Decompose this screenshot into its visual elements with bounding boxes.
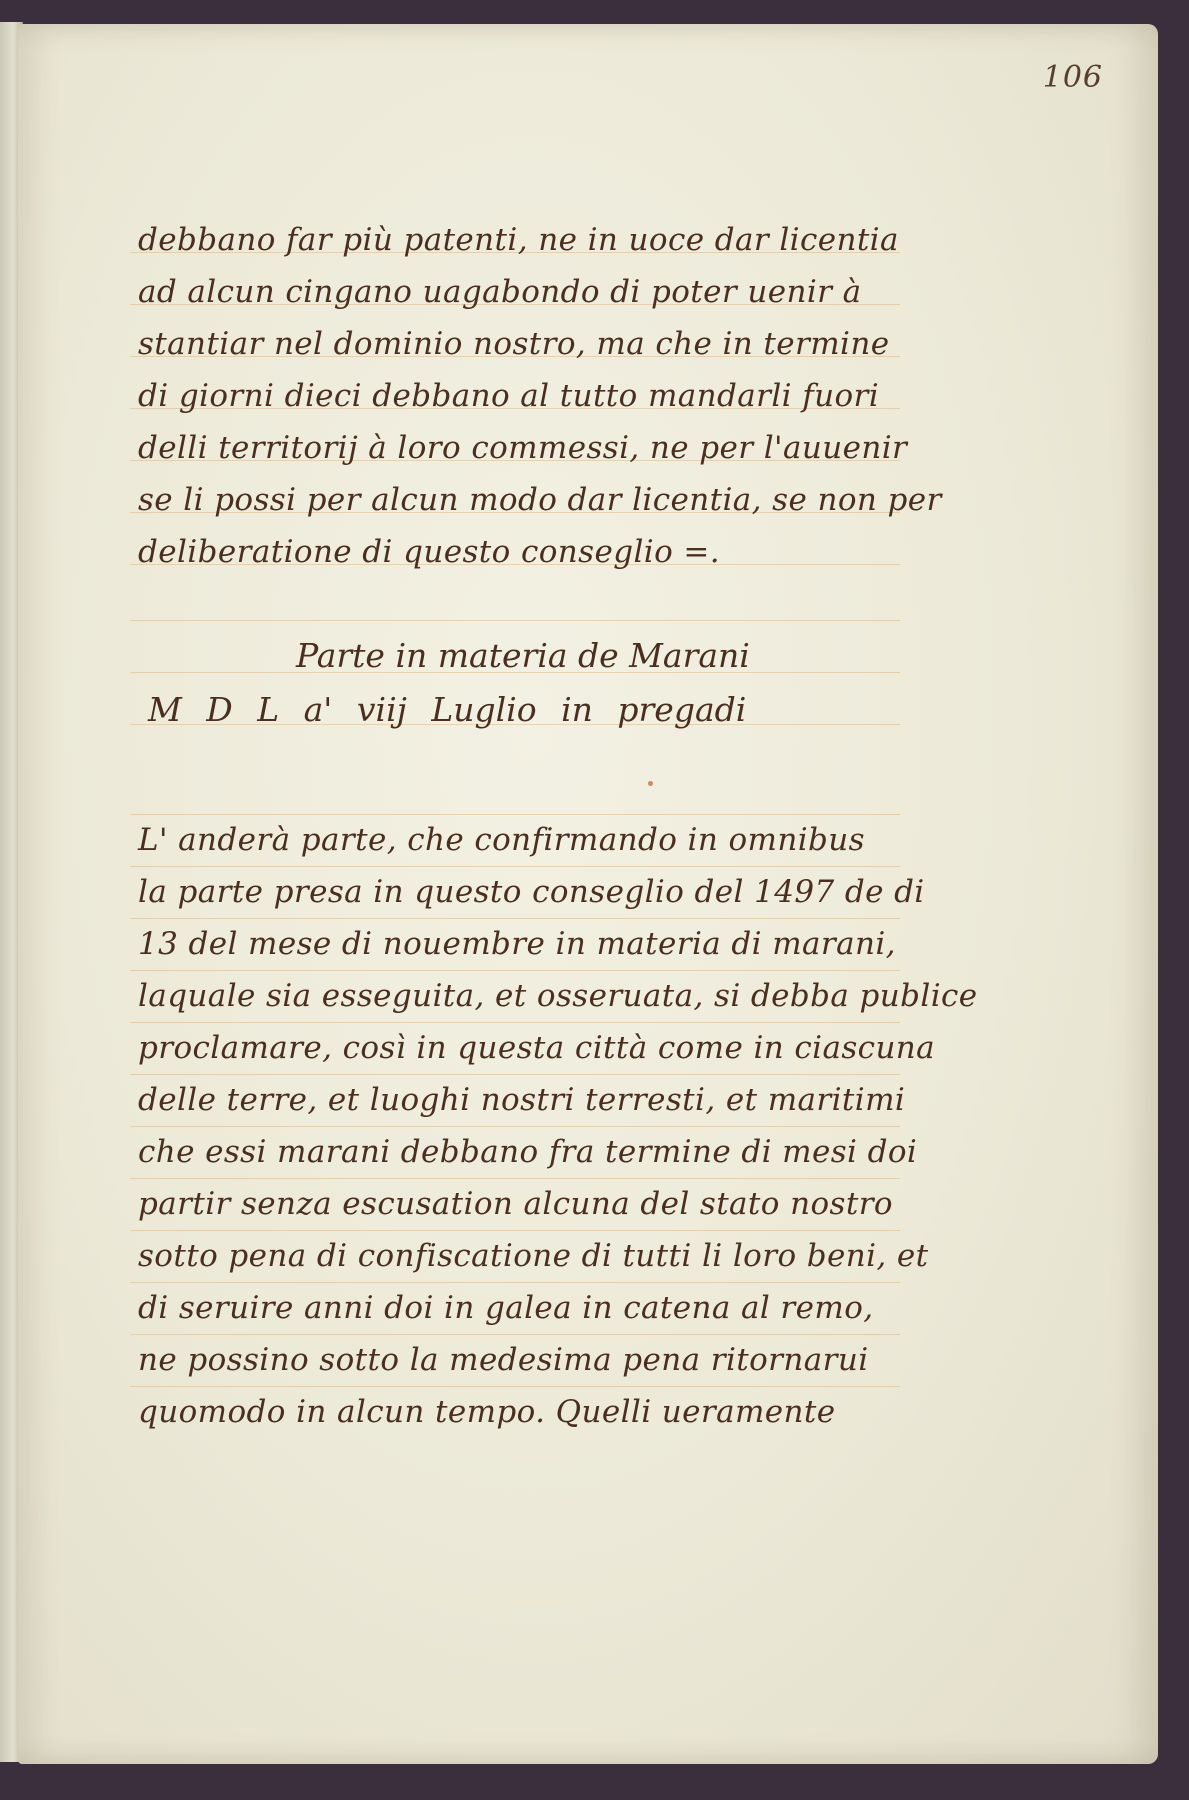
- section-heading: [148, 636, 908, 744]
- text-line: che essi marani debbano fra termine di mesi doi: [138, 1134, 918, 1170]
- ink-spot: [648, 781, 653, 786]
- text-line: deliberatione di questo conseglio =.: [138, 534, 721, 570]
- text-line: laquale sia esseguita, et osseruata, si debba publice: [138, 978, 978, 1014]
- text-line: 13 del mese di nouembre in materia di marani,: [138, 926, 896, 962]
- text-line: di seruire anni doi in galea in catena al remo,: [138, 1290, 874, 1326]
- folio-number: 106: [1042, 60, 1103, 95]
- text-line: di giorni dieci debbano al tutto mandarli fuori: [138, 378, 880, 414]
- paragraph-continuation: [138, 214, 942, 578]
- text-line: partir senza escusation alcuna del stato nostro: [138, 1186, 893, 1222]
- heading-title: Parte in materia de Marani: [296, 636, 750, 675]
- paragraph-body: [138, 814, 978, 1438]
- text-line: quomodo in alcun tempo. Quelli ueramente: [138, 1394, 836, 1430]
- text-line: L' anderà parte, che confirmando in omnibus: [138, 822, 865, 858]
- text-line: proclamare, così in questa città come in ciascuna: [138, 1030, 936, 1066]
- text-line: sotto pena di confiscatione di tutti li loro beni, et: [138, 1238, 929, 1274]
- text-line: ad alcun cingano uagabondo di poter uenir à: [138, 274, 862, 310]
- manuscript-page: [18, 24, 1158, 1764]
- text-line: la parte presa in questo conseglio del 1497 de di: [138, 874, 925, 910]
- text-line: stantiar nel dominio nostro, ma che in termine: [138, 326, 890, 362]
- text-line: se li possi per alcun modo dar licentia, se non per: [138, 482, 942, 518]
- text-line: ne possino sotto la medesima pena ritornarui: [138, 1342, 869, 1378]
- text-line: delle terre, et luoghi nostri terresti, et maritimi: [138, 1082, 906, 1118]
- heading-date: M D L a' viij Luglio in pregadi: [148, 690, 747, 729]
- text-line: debbano far più patenti, ne in uoce dar licentia: [138, 222, 899, 258]
- text-line: delli territorij à loro commessi, ne per l'auuenir: [138, 430, 908, 466]
- ruled-line: [130, 620, 900, 621]
